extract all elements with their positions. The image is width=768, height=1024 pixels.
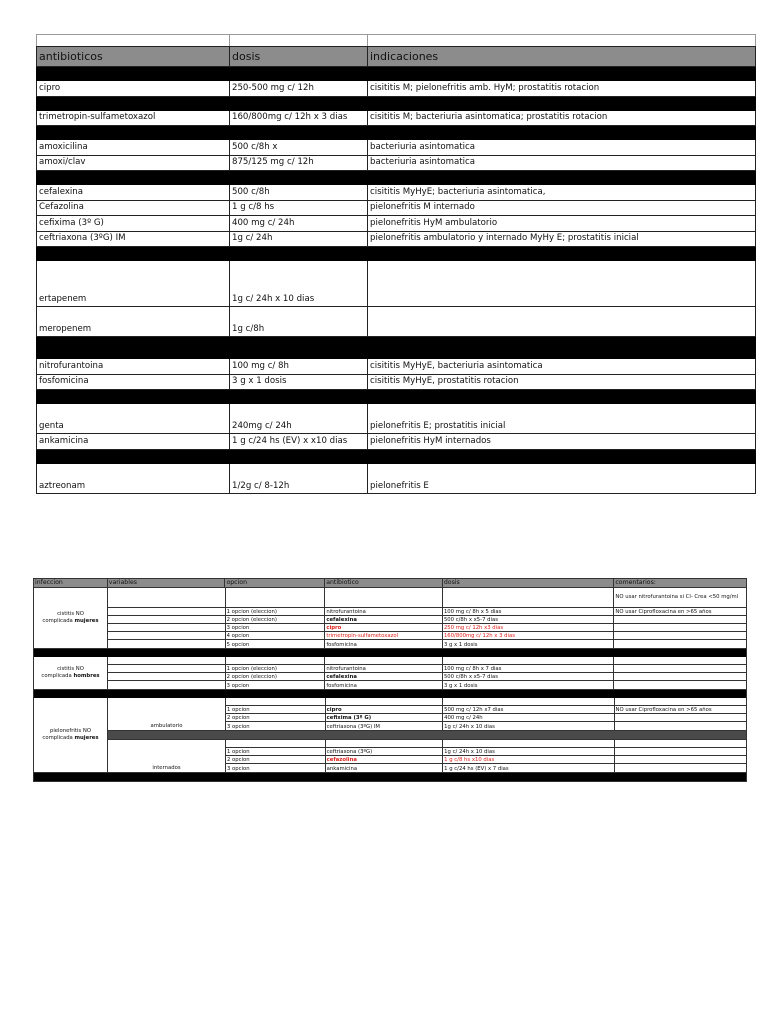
antibiotico-cell: trimetropin-sulfametoxazol xyxy=(36,111,230,126)
dosis-cell: 500 c/8h x x5-7 dias xyxy=(443,673,614,680)
opcion-cell: 1 opcion (eleccion) xyxy=(226,665,326,672)
comentarios-cell: NO usar Ciprofloxacina en >65 años xyxy=(615,608,712,615)
antibiotico-cell: ankamicina xyxy=(326,764,444,772)
table-row xyxy=(36,156,756,172)
comentarios-cell xyxy=(615,756,746,763)
opcion-cell: 3 opcion xyxy=(226,764,326,772)
variables-cell xyxy=(108,665,226,672)
comentarios-cell xyxy=(614,632,746,639)
antibiotico-cell: nitrofurantoina xyxy=(325,665,443,672)
variables-cell xyxy=(108,632,226,639)
antibiotico-cell xyxy=(325,657,443,664)
dosis-cell: 875/125 mg c/ 12h xyxy=(230,156,368,171)
antibiotico-cell: nitrofurantoina xyxy=(325,608,443,615)
antibiotico-cell: cefixima (3º G) xyxy=(326,714,444,721)
antibiotico-cell: trimetropin-sulfametoxazol xyxy=(325,632,443,639)
opcion-cell: 2 opcion (eleccion) xyxy=(226,616,326,623)
dosis-cell: 1g c/ 24h xyxy=(230,232,368,247)
antibiotico-cell xyxy=(325,588,443,607)
antibiotico-cell: ceftriaxona (3ºG) IM xyxy=(36,232,230,247)
opcion-cell: 3 opcion xyxy=(226,681,326,689)
indicaciones-cell: bacteriuria asintomatica xyxy=(368,156,756,171)
indicaciones-cell: cisititis MyHyE, bacteriuria asintomatica xyxy=(368,359,756,374)
antibiotico-cell: nitrofurantoina xyxy=(36,359,230,374)
infeccion-cell: cistitis NO complicada mujeres xyxy=(34,588,108,648)
antibiotico-cell: ankamicina xyxy=(36,434,230,449)
separator-row xyxy=(36,97,756,111)
separator-row xyxy=(36,247,756,261)
comentarios-cell: NO usar Ciprofloxacina en >65 años xyxy=(615,706,712,713)
dosis-cell: 240mg c/ 24h xyxy=(230,404,368,433)
indicaciones-cell: cisititis MyHyE, prostatitis rotacion xyxy=(368,375,756,390)
table-row xyxy=(36,216,756,232)
table-row xyxy=(226,756,746,764)
header-dosis: dosis xyxy=(230,47,368,66)
table-row xyxy=(36,359,756,375)
opcion-cell: 1 opcion xyxy=(226,706,326,713)
dosis-cell: 1/2g c/ 8-12h xyxy=(230,464,368,493)
indicaciones-cell: cisititis MyHyE; bacteriuria asintomatica, xyxy=(368,185,756,200)
opcion-cell xyxy=(226,657,326,664)
table-row xyxy=(36,81,756,97)
opcion-cell: 2 opcion xyxy=(226,756,326,763)
antibiotics-table xyxy=(36,34,756,494)
antibiotico-cell: meropenem xyxy=(36,307,230,336)
variables-cell xyxy=(108,640,226,648)
table-row xyxy=(226,748,746,756)
comentarios-cell xyxy=(614,624,746,631)
table-row xyxy=(36,201,756,217)
separator-row xyxy=(36,67,756,81)
header-infeccion: infeccion xyxy=(34,579,108,587)
table-row xyxy=(108,632,746,640)
opcion-cell: 3 opcion xyxy=(226,624,326,631)
table-row xyxy=(36,261,756,307)
comentarios-cell xyxy=(615,740,746,747)
dosis-cell: 250 mg c/ 12h x3 dias xyxy=(443,624,614,631)
table-row xyxy=(36,232,756,248)
antibiotico-cell: cefazolina xyxy=(326,756,444,763)
indicaciones-cell: pielonefritis HyM ambulatorio xyxy=(368,216,756,231)
separator-bar xyxy=(108,731,746,740)
dosis-cell: 100 mg c/ 8h x 7 dias xyxy=(443,665,614,672)
table-row xyxy=(36,185,756,201)
dosis-cell: 500 c/8h x x5-7 dias xyxy=(443,616,614,623)
dosis-cell: 1 g c/24 hs (EV) x x10 dias xyxy=(230,434,368,449)
header-comentarios: comentarios: xyxy=(615,579,656,587)
indicaciones-cell: cisititis M; bacteriuria asintomatica; prostatitis rotacion xyxy=(368,111,756,126)
opcion-cell: 2 opcion (eleccion) xyxy=(226,673,326,680)
opcion-cell: 3 opcion xyxy=(226,722,326,730)
dosis-cell: 160/800mg c/ 12h x 3 dias xyxy=(230,111,368,126)
comentarios-cell xyxy=(615,722,746,730)
variables-cell xyxy=(108,616,226,623)
dosis-cell: 250-500 mg c/ 12h xyxy=(230,81,368,96)
table-row xyxy=(36,464,756,494)
variables-cell xyxy=(108,588,226,607)
dosis-cell xyxy=(443,740,614,747)
separator-bar xyxy=(34,649,746,657)
dosis-cell: 3 g x 1 dosis xyxy=(443,681,614,689)
comentarios-cell xyxy=(614,681,746,689)
antibiotico-cell: cefalexina xyxy=(36,185,230,200)
opcion-cell xyxy=(226,588,326,607)
comentarios-cell xyxy=(615,698,746,705)
table-row xyxy=(108,640,746,648)
header-row xyxy=(36,46,756,67)
table-row xyxy=(108,665,746,673)
indicaciones-cell: pielonefritis E xyxy=(368,464,756,493)
table-row xyxy=(36,404,756,434)
dosis-cell: 1g c/ 24h x 10 dias xyxy=(443,748,614,755)
antibiotico-cell xyxy=(326,740,444,747)
comentarios-cell xyxy=(615,714,746,721)
infeccion-cell: pielonefritis NO complicada mujeres xyxy=(34,698,108,772)
variables-cell xyxy=(108,673,226,680)
indicaciones-cell: pielonefritis ambulatorio y internado MyHy E; prostatitis inicial xyxy=(368,232,756,247)
antibiotico-cell: aztreonam xyxy=(36,464,230,493)
dosis-cell: 3 g x 1 dosis xyxy=(443,640,614,648)
table-row xyxy=(36,111,756,127)
antibiotico-cell: amoxicilina xyxy=(36,140,230,155)
dosis-cell: 1 g c/8 hs xyxy=(230,201,368,216)
opcion-cell: 1 opcion xyxy=(226,748,326,755)
dosis-cell: 1 g c/8 hs x10 dias xyxy=(443,756,614,763)
infeccion-cell: cistitis NO complicada hombres xyxy=(34,657,108,689)
opcion-cell: 4 opcion xyxy=(226,632,326,639)
variables-cell xyxy=(108,657,226,664)
antibiotico-cell: cefixima (3º G) xyxy=(36,216,230,231)
separator-row xyxy=(36,390,756,404)
antibiotico-cell: cipro xyxy=(326,706,444,713)
table-row xyxy=(36,307,756,337)
table-row xyxy=(226,722,746,730)
separator-row xyxy=(36,126,756,140)
variables-cell xyxy=(108,681,226,689)
dosis-cell xyxy=(443,698,614,705)
separator-row xyxy=(36,171,756,185)
antibiotico-cell: cipro xyxy=(36,81,230,96)
table-row xyxy=(108,624,746,632)
indicaciones-cell: pielonefritis HyM internados xyxy=(368,434,756,449)
comentarios-cell xyxy=(614,640,746,648)
indicaciones-cell xyxy=(368,307,756,336)
antibiotico-cell: genta xyxy=(36,404,230,433)
dosis-cell xyxy=(443,588,614,607)
header-antibiotico: antibiotico xyxy=(325,579,443,587)
infection-group xyxy=(34,698,746,773)
variables-cell xyxy=(108,624,226,631)
antibiotico-cell: Cefazolina xyxy=(36,201,230,216)
infection-group xyxy=(34,588,746,649)
infection-group xyxy=(34,657,746,690)
antibiotico-cell: cipro xyxy=(325,624,443,631)
comentarios-cell: NO usar nitrofurantoina si Cl- Crea <50 mg/ml xyxy=(615,594,739,601)
antibiotico-cell xyxy=(326,698,444,705)
header-opcion: opcion xyxy=(225,579,325,587)
antibiotico-cell: cefalexina xyxy=(325,616,443,623)
table-row xyxy=(36,434,756,450)
table-row xyxy=(226,698,746,706)
variables-cell xyxy=(108,608,226,615)
dosis-cell: 1g c/ 24h x 10 dias xyxy=(230,261,368,306)
comentarios-cell xyxy=(614,616,746,623)
antibiotico-cell: fosfomicina xyxy=(325,640,443,648)
variables-cell: internados xyxy=(108,740,226,772)
dosis-cell: 500 c/8h x xyxy=(230,140,368,155)
table-row xyxy=(108,673,746,681)
dosis-cell: 1g c/ 24h x 10 dias xyxy=(443,722,614,730)
spacer-row xyxy=(36,34,756,46)
table-row xyxy=(108,608,746,616)
dosis-cell: 100 mg c/ 8h xyxy=(230,359,368,374)
dosis-cell: 100 mg c/ 8h x 5 dias xyxy=(443,608,614,615)
table-row xyxy=(36,375,756,391)
separator-bar xyxy=(34,690,746,698)
comentarios-cell xyxy=(614,657,746,664)
table-row xyxy=(108,657,746,665)
antibiotico-cell: fosfomicina xyxy=(325,681,443,689)
separator-bar xyxy=(34,773,746,781)
antibiotico-cell: cefalexina xyxy=(325,673,443,680)
table-row xyxy=(108,588,746,608)
separator-row xyxy=(36,337,756,359)
header-indicaciones: indicaciones xyxy=(368,47,756,66)
table-row xyxy=(226,740,746,748)
header-dosis: dosis xyxy=(443,579,615,587)
opcion-cell xyxy=(226,698,326,705)
indicaciones-cell xyxy=(368,261,756,306)
dosis-cell xyxy=(443,657,614,664)
dosis-cell: 160/800mg c/ 12h x 3 dias xyxy=(443,632,614,639)
table-row xyxy=(36,140,756,156)
antibiotico-cell: ceftriaxona (3ºG) IM xyxy=(326,722,444,730)
header-antibioticos: antibioticos xyxy=(36,47,230,66)
indicaciones-cell: pielonefritis M internado xyxy=(368,201,756,216)
table-row xyxy=(226,764,746,772)
opcion-cell xyxy=(226,740,326,747)
header-variables: variables xyxy=(108,579,226,587)
antibiotico-cell: fosfomicina xyxy=(36,375,230,390)
variables-cell: ambulatorio xyxy=(108,698,226,730)
table-row xyxy=(108,616,746,624)
dosis-cell: 500 c/8h xyxy=(230,185,368,200)
separator-row xyxy=(36,450,756,464)
antibiotico-cell: amoxi/clav xyxy=(36,156,230,171)
table-row xyxy=(108,681,746,689)
indicaciones-cell: cisititis M; pielonefritis amb. HyM; prostatitis rotacion xyxy=(368,81,756,96)
dosis-cell: 3 g x 1 dosis xyxy=(230,375,368,390)
opcion-cell: 5 opcion xyxy=(226,640,326,648)
dosis-cell: 400 mg c/ 24h xyxy=(230,216,368,231)
indicaciones-cell: bacteriuria asintomatica xyxy=(368,140,756,155)
comentarios-cell xyxy=(615,764,746,772)
indicaciones-cell: pielonefritis E; prostatitis inicial xyxy=(368,404,756,433)
dosis-cell: 1g c/8h xyxy=(230,307,368,336)
opcion-cell: 1 opcion (eleccion) xyxy=(226,608,326,615)
table-row xyxy=(226,706,746,714)
comentarios-cell xyxy=(614,673,746,680)
antibiotico-cell: ceftriaxona (3ºG) xyxy=(326,748,444,755)
treatment-table xyxy=(33,578,747,782)
comentarios-cell xyxy=(614,665,746,672)
comentarios-cell xyxy=(615,748,746,755)
dosis-cell: 400 mg c/ 24h xyxy=(443,714,614,721)
dosis-cell: 1 g c/24 hs (EV) x 7 dias xyxy=(443,764,614,772)
opcion-cell: 2 opcion xyxy=(226,714,326,721)
header-row xyxy=(34,579,746,588)
dosis-cell: 500 mg c/ 12h x7 dias xyxy=(443,706,614,713)
table-row xyxy=(226,714,746,722)
antibiotico-cell: ertapenem xyxy=(36,261,230,306)
